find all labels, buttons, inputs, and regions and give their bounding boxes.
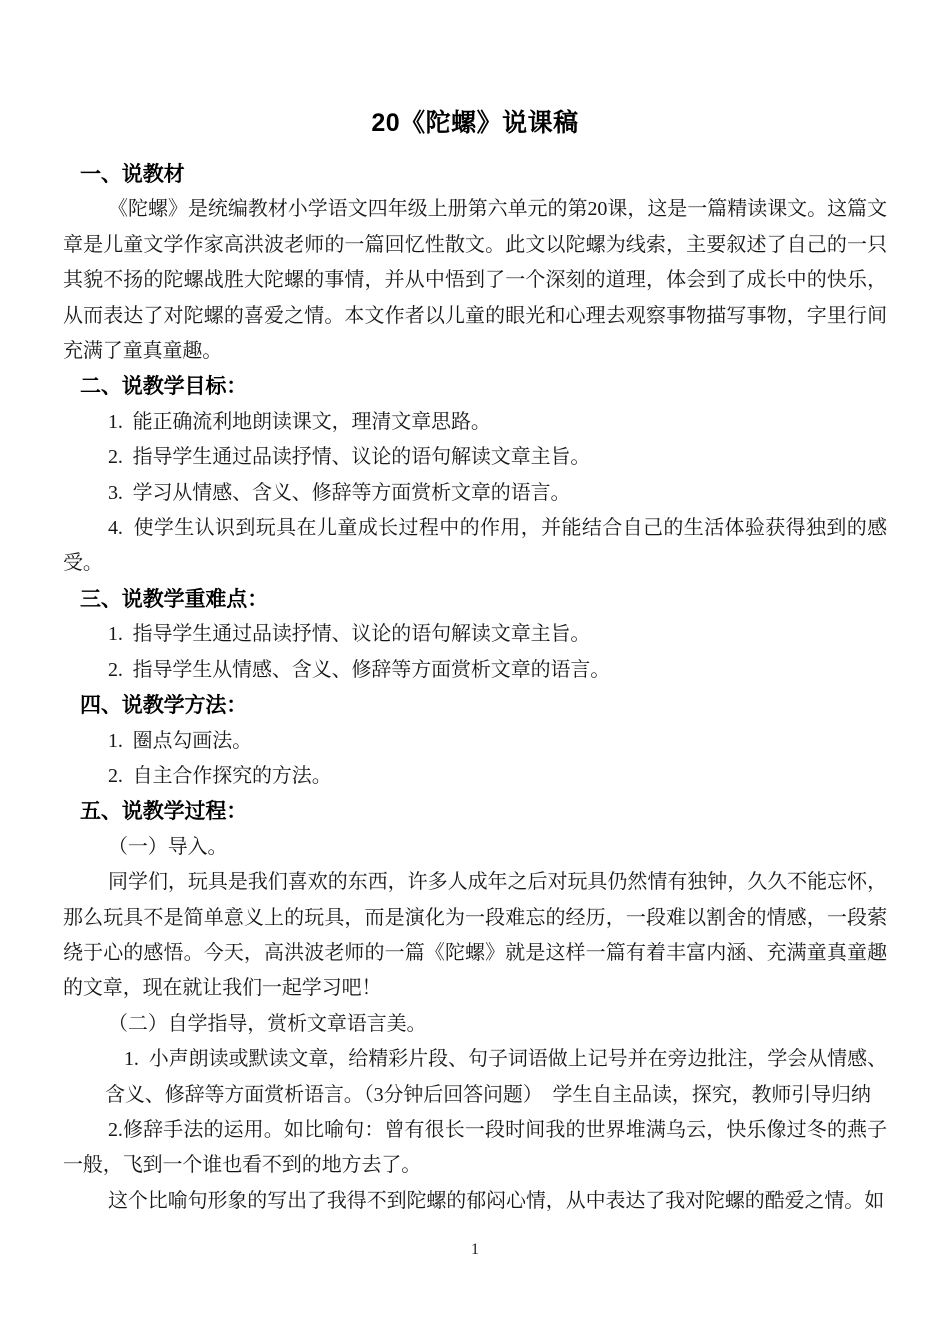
paragraph: 同学们，玩具是我们喜欢的东西，许多人成年之后对玩具仍然情有独钟，久久不能忘怀，那么玩具不是简单意义上的玩具，而是演化为一段难忘的经历，一段难以割舍的情感，一段萦绕于心的感悟。今天，高洪波老师的一篇《陀螺》就是这样一篇有着丰富内涵、充满童真童趣的文章，现在就让我们一起学习吧！ [63, 871, 887, 1000]
paragraph: （一）导入。 [108, 835, 228, 858]
paragraph: 《陀螺》是统编教材小学语文四年级上册第六单元的第20课，这是一篇精读课文。这篇文章是儿童文学作家高洪波老师的一篇回忆性散文。此文以陀螺为线索，主要叙述了自己的一只其貌不扬的陀螺战胜大陀螺的事情，并从中悟到了一个深刻的道理，体会到了成长中的快乐，从而表达了对陀螺的喜爱之情。本文作者以儿童的眼光和心理去观察事物描写事物，字里行间充满了童真童趣。 [63, 198, 887, 363]
page-number: 1 [471, 1241, 479, 1258]
list-item: 4. 使学生认识到玩具在儿童成长过程中的作用，并能结合自己的生活体验获得独到的感受。 [63, 517, 887, 575]
list-item: 1. 指导学生通过品读抒情、议论的语句解读文章主旨。 [108, 623, 591, 646]
section-heading: 一、说教材 [80, 163, 185, 186]
paragraph: （二）自学指导，赏析文章语言美。 [108, 1012, 427, 1035]
section-heading: 四、说教学方法： [80, 694, 248, 718]
list-item: 1. 能正确流利地朗读课文，理清文章思路。 [108, 410, 491, 433]
list-item: 1. 小声朗读或默读文章，给精彩片段、句子词语做上记号并在旁边批注，学会从情感、含义、修辞等方面赏析语言。（3分钟后回答问题） 学生自主品读，探究，教师引导归纳 [105, 1048, 887, 1106]
section-heading: 二、说教学目标： [80, 375, 248, 399]
list-item: 2. 指导学生从情感、含义、修辞等方面赏析文章的语言。 [108, 658, 611, 681]
section-heading: 五、说教学过程： [80, 800, 248, 824]
list-item: 2. 自主合作探究的方法。 [108, 764, 332, 787]
list-item: 1. 圈点勾画法。 [108, 729, 252, 752]
paragraph: 2.修辞手法的运用。如比喻句：曾有很长一段时间我的世界堆满乌云，快乐像过冬的燕子一般，飞到一个谁也看不到的地方去了。 [63, 1118, 887, 1177]
section-heading: 三、说教学重难点： [80, 587, 269, 611]
list-item: 2. 指导学生通过品读抒情、议论的语句解读文章主旨。 [108, 446, 591, 469]
list-item: 3. 学习从情感、含义、修辞等方面赏析文章的语言。 [108, 481, 571, 504]
paragraph: 这个比喻句形象的写出了我得不到陀螺的郁闷心情，从中表达了我对陀螺的酷爱之情。如 [108, 1189, 885, 1212]
document-body [63, 157, 887, 1219]
document-title: 20《陀螺》说课稿 [371, 109, 579, 137]
